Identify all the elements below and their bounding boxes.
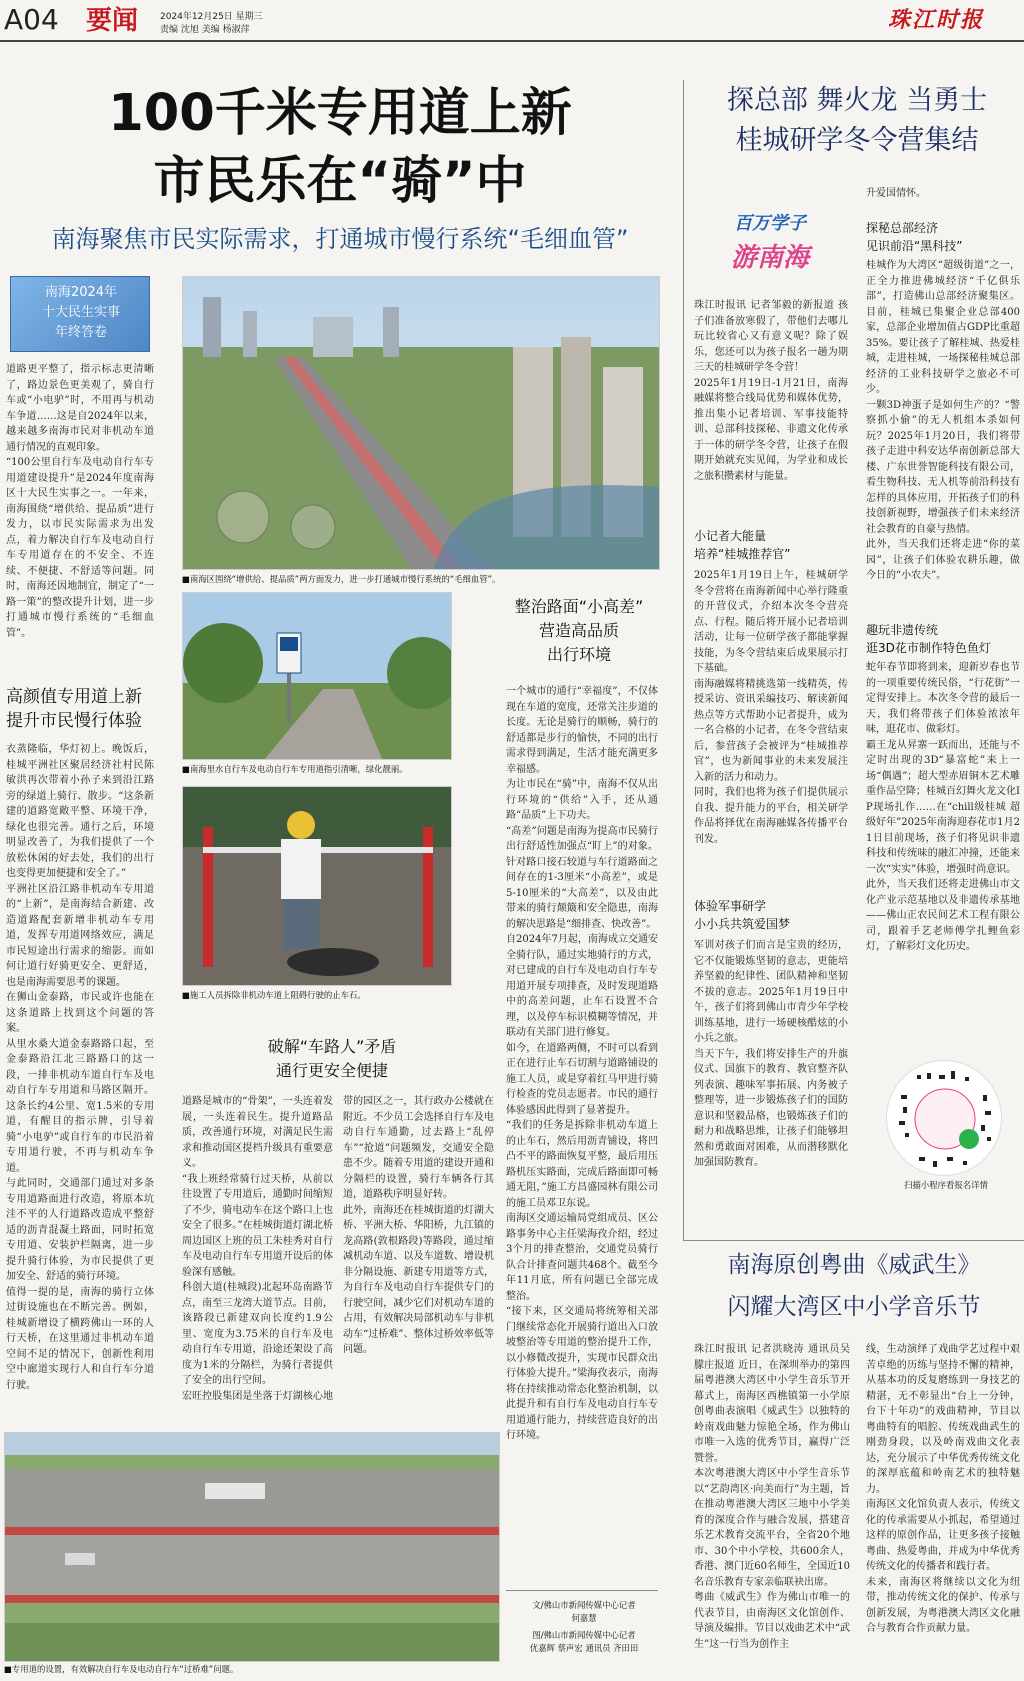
music-title-line1: 南海原创粤曲《威武生》 bbox=[727, 1252, 981, 1278]
tour-nanhai-logo bbox=[700, 208, 840, 290]
col2-h1-line2: 培养“桂城推荐官” bbox=[694, 547, 791, 561]
byline-writer-label: 文/佛山市新闻传媒中心记者 bbox=[532, 1600, 636, 1610]
qr-pattern-icon bbox=[887, 1061, 1003, 1177]
masthead-rule bbox=[0, 40, 1024, 42]
right-title-line2: 桂城研学冬令营集结 bbox=[735, 125, 979, 156]
qr-caption: 扫描小程序看报名详情 bbox=[904, 1180, 988, 1190]
main-title-line2: 市民乐在“骑”中 bbox=[153, 152, 527, 211]
right-title-line1: 探总部 舞火龙 当勇士 bbox=[726, 85, 988, 116]
main-subtitle: 南海聚焦市民实际需求，打通城市慢行系统“毛细血管” bbox=[51, 225, 629, 253]
sec1-title-line1: 高颜值专用道上新 bbox=[6, 687, 142, 707]
bridge-lane-photo bbox=[4, 1432, 500, 1662]
byline-photo-label: 图/佛山市新闻传媒中心记者 bbox=[532, 1630, 636, 1640]
bottom-photo-caption: ■专用道的设置，有效解决自行车及电动自行车“过桥难”问题。 bbox=[4, 1664, 239, 1674]
main-lead-text: 道路更平整了，指示标志更清晰了，路边景色更美观了，骑自行车或“小电驴”时，不用再与机动车争道……这是自2024年以来，越来越多南海市民对非机动车道通行情况的直观印象。 “100公里自行车及电动自行车专用道建设提升”是2024年度南海区十大民生实事之一。一年来，南海围绕“增供给、提品质”进行发力，以市民实际需求为出发点，着力解决自行车及电动自行车专用道存在的不安全、不连续、不便捷、不舒适等问题。同时，南海还因地制宜，制定了“一路一策”的整改提升计划，进一步打通城市慢行系统的“毛细血管”。 bbox=[6, 364, 154, 639]
bridge-illustration bbox=[5, 1433, 500, 1662]
worker-removing-barrier-photo bbox=[182, 786, 452, 986]
photo1-caption: ■南海区围绕“增供给、提品质”两方面发力，进一步打通城市慢行系统的“毛细血管”。 bbox=[182, 574, 501, 584]
sec3-title-line2: 通行更安全便捷 bbox=[275, 1061, 388, 1080]
badge-line1: 南海2024年 bbox=[44, 285, 118, 300]
byline-photographers: 优嘉辉 蔡声宏 通讯员 齐田田 bbox=[529, 1643, 639, 1653]
issue-date: 2024年12月25日 星期三 bbox=[160, 12, 263, 22]
col3-h1-line1: 探秘总部经济 bbox=[866, 221, 939, 235]
badge-line3: 年终答卷 bbox=[54, 325, 107, 340]
bike-lane-sign-photo bbox=[182, 592, 452, 760]
music-title-line2: 闪耀大湾区中小学音乐节 bbox=[727, 1294, 981, 1320]
aerial-road-illustration bbox=[183, 277, 660, 570]
sec3-title-line1: 破解“车路人”矛盾 bbox=[267, 1037, 397, 1056]
col2-body2: 军训对孩子们而言是宝贵的经历，它不仅能锻炼坚韧的意志，更能培养坚毅的纪律性、团队精神和坚韧不拔的意志。2025年1月19日中午，孩子们将到佛山市青少年学校训练基地，进行一场硬核酷炫的小小兵之旅。 当天下午，我们将安排生产的升旗仪式、国旗下的教育、教官整齐队列表演、趣味军事拓展、内务被子整理等，进一步锻炼孩子们的国防意识和坚毅品格，也锻炼孩子们的耐力和战略思维，让孩子们能够坦然和勇敢面对困难，从而潜移默化加强国防教育。 bbox=[694, 940, 848, 1168]
sec1-title-line2: 提升市民慢行体验 bbox=[6, 711, 142, 731]
col2-h2-line2: 小小兵共筑爱国梦 bbox=[694, 917, 791, 931]
column-divider bbox=[683, 80, 684, 1240]
logo-line2: 游南海 bbox=[730, 243, 809, 273]
byline-rule bbox=[506, 1590, 658, 1591]
sec2-body: 一个城市的通行“幸福度”，不仅体现在车道的宽度，还常关注步道的长度。无论是骑行的顺畅，骑行的舒适都是步行的愉快，不同的出行需求得到满足，生活才能充满更多幸福感。 为让市民在“骑”中，南海不仅从出行环境的“供给”入手，还从通路“品质”上下功夫。 “高差”问题是南海为提高市民骑行出行舒适性加强点“盯上”的对象。针对路口接石较道与车行道路面之间存在的1-3厘米“小高差”，或是5-10厘米的“大高差”，以及由此带来的骑行颠簸和安全隐患，南海的解决思路是“细排查、快改善”。 自2024年7月起，南海成立交通安全骑行队，通过实地骑行的方式，对已建成的自行车及电动自行车专用道开展专项排查，及时发现道路中的高差问题，止车石设置不合理，以及停车标识模糊等情况，并联动有关部门进行修复。 如今，在道路两侧，不时可以看到正在进行止车石切割与道路铺设的施工人员，或是穿着红马甲进行骑行检查的党员志愿者。市民的通行体验感因此得到了显著提升。 “我们的任务是拆除非机动车道上的止车石，然后用沥青铺设，将凹凸不平的路面恢复平整，最后用压路机压实路面，完成后路面即可畅通无阻，”施工方昌盛园林有限公司的施工员邓卫东说。 南海区交通运输局党组成员、区公路事务中心主任梁海孜介绍，经过3个月的排查整治，交通党员骑行队合计排查问题共468个。截至今年11月底，所有问题已全部完成整治。 “接下来，区交通局将统筹相关部门继续常态化开展骑行道出入口放坡整治等专用道的整治提升工作，以小修微改提升，实现市民群众出行体验大提升。”梁海孜表示，南海将在持续推动常态化整治机制，以此提升和有自行车及电动自行车专用道通行能力，持续营造良好的出行环境。 bbox=[506, 686, 658, 1441]
main-title-line1: 100千米专用道上新 bbox=[108, 84, 572, 143]
sec3-body: 道路是城市的“骨架”，一头连着发展，一头连着民生。提升道路品质，改善通行环境，对满足民生需求和推动国区提档升级具有重要意义。 “我上班经常骑行过天桥，从前以往设置了专用道后，通勤时间缩短了不少，骑电动车在这个路口上也安全了很多。”在桂城街道灯湖北桥周边国区上班的员工朱桂秀对自行车及电动自行车专用道开设后的体验深有感触。 科创大道(桂城段)北起环岛南路节点，南至三龙湾大道节点。目前，该路段已新建双向长度约1.9公里、宽度为3.75米的自行车及电动自行车专用道，沿途还架设了高度为1米的分隔栏，为骑行者提供了安全的出行空间。 宏旺控股集团是坐落于灯湖核心地带的园区之一，其行政办公楼就在附近。不少员工会选择自行车及电动自行车通勤，过去路上“乱停车”“抢道”问题频发，交通安全隐患不少。随着专用道的建设开通和分隔栏的设置，骑行车辆各行其道，道路秩序明显好转。 此外，南海还在桂城街道的灯湖大桥、平洲大桥、华阳桥，九江镇的龙高路(敦根路段)等路段，通过缩减机动车道、以及车道数、增设机非分隔设施、新建专用道等方式，为自行车及电动自行车提供专门的行驶空间，减少它们对机动车道的占用，有效解决局部机动车与非机动车“过桥难”、整体过桥效率低等问题。 bbox=[182, 1096, 494, 1402]
sec2-title-line3: 出行环境 bbox=[546, 645, 611, 664]
sec1-body: 衣蒸隆临，华灯初上。晚饭后，桂城平洲社区聚居经济社村民陈敏洪再次带着小孙子来到沿江路旁的绿道上骑行、散步。“这条新建的道路宽敞平整、环境干净，绿化也很完善。通行之后，环境明显改善了，为我们提供了一个放松休闲的好去处，我们的出行也变得更加便捷和安全了。” 平洲社区沿江路非机动车专用道的“上新”，是南海结合新建、改造道路配套新增非机动车专用道，发挥专用道网络效应，满足市民短途出行需求的缩影。而如何让道行好骑更安全、更舒适，也是南海需要思考的课题。 在狮山金泰路，市民或许也能在这条道路上找到这个问题的答案。 从里水桑大道金泰路路口起，至金泰路沿江北三路路口的这一段，一排非机动车道自行车及电动自行车专用道和马路区隔开。这条长约4公里、宽1.5米的专用道，有醒目的指示牌，引导着骑“小电驴”或自行车的市民沿着专用道行驶，不再与机动车争道。 与此同时，交通部门通过对多条专用道路面进行改造，将原本坑洼不平的人行道路改造成平整舒适的沥青混凝土路面，同时拓宽专用道、安装护栏隔离，进一步提升骑行体验，为市民提供了更加安全、舒适的骑行环境。 值得一提的是，南海的骑行立体过街设施也在不断完善。例如，桂城新增设了横跨佛山一环的人行天桥，在这里通过非机动车道空间不足的情况下，创新性利用空中廊道实现行人和自行车分道行驶。 bbox=[6, 744, 154, 1391]
music-col2: 线，生动演绎了戏曲学艺过程中艰苦卓绝的历练与坚持不懈的精神，从基本功的反复磨练到一身技艺的精湛，无不彰显出“台上一分钟，台下十年功”的戏曲精神，节目以粤曲特有的唱腔、传统戏曲武生的刚劲身段，以及岭南戏曲文化表达，充分展示了中华优秀传统文化的深厚底蕴和岭南艺术的独特魅力。 南海区文化馆负责人表示，传统文化的传承需要从小抓起，希望通过这样的原创作品，让更多孩子接触粤曲、热爱粤曲，并成为中华优秀传统文化的传播者和践行者。 未来，南海区将继续以文化为纽带，推动传统文化的保护、传承与创新发展，为粤港澳大湾区文化融合与教育合作贡献力量。 bbox=[866, 1344, 1020, 1634]
aerial-road-photo bbox=[182, 276, 660, 570]
sec3-columns bbox=[182, 1094, 494, 1414]
photo2-caption: ■南海里水自行车及电动自行车专用道指引清晰，绿化靓丽。 bbox=[182, 764, 408, 774]
bike-lane-sign-illustration bbox=[183, 593, 452, 760]
livelihood-badge bbox=[10, 276, 150, 352]
col3-body1: 桂城作为大湾区“超级街道”之一，正全力推进佛城经济“千亿俱乐部”，打造佛山总部经济聚集区。目前，桂城已集聚企业总部400家，总部企业增加值占GDP比重超35%。要让孩子了解桂城、热爱桂城，走进桂城，一场探秘桂城总部经济的工业科技研学之旅必不可少。 一颗3D神蛋子是如何生产的？“警察抓小偷”的无人机组本杀如何玩？2025年1月20日，我们将带孩子走进中科安达华南创新总部大楼、广东世誉智能科技有限公司，看生物科技、无人机等前沿科技有怎样的具体应用，开拓孩子们的科技创新视野，增强孩子们未来经济社会教育的自豪与热情。 此外，当天我们还将走进“你的菜园”，让孩子们体验农耕乐趣，做今日的“小农夫”。 bbox=[866, 260, 1020, 581]
right-lead: 珠江时报讯 记者邹毅的新报道 孩子们准备放寒假了，带他们去哪儿玩比较省心又有意义呢？除了娱乐，您还可以为孩子报名一趟为期三天的桂城研学冬令营！ 2025年1月19日-1月21日，南海融媒将整合线局优势和媒体优势，推出集小记者培训、军事技能特训、总部科技探秘、非遗文化传承于一体的研学冬令营，让孩子在假期开始就充实见闻，为学业和成长之旅积攒素材与能量。 bbox=[694, 300, 848, 482]
logo-line1: 百万学子 bbox=[734, 213, 806, 234]
col3-h2-line1: 趣玩非遗传统 bbox=[866, 623, 939, 637]
section-name: 要闻 bbox=[86, 6, 139, 36]
music-top-rule bbox=[683, 1240, 1024, 1241]
sec2-title-line1: 整治路面“小高差” bbox=[514, 597, 644, 616]
byline-writer: 何嘉慧 bbox=[571, 1613, 597, 1623]
mini-program-qr-code[interactable] bbox=[886, 1060, 1002, 1176]
col2-h2-line1: 体验军事研学 bbox=[694, 899, 767, 913]
worker-illustration bbox=[183, 787, 452, 986]
col3-h2-line2: 逛3D花市制作特色鱼灯 bbox=[866, 641, 991, 655]
col3-h1-line2: 见识前沿“黑科技” bbox=[866, 239, 963, 253]
editors-line: 责编 沈旭 美编 杨淑萍 bbox=[160, 25, 250, 35]
sec2-title-line2: 营造高品质 bbox=[538, 621, 619, 640]
col2-h1-line1: 小记者大能量 bbox=[694, 529, 767, 543]
col3-pre: 升爱国情怀。 bbox=[866, 188, 926, 199]
photo3-caption: ■施工人员拆除非机动车道上阻碍行驶的止车石。 bbox=[182, 990, 366, 1000]
badge-line2: 十大民生实事 bbox=[41, 305, 120, 320]
music-col1: 珠江时报讯 记者洪晓涛 通讯员吴朦庄报道 近日，在深圳举办的第四届粤港澳大湾区中小学生音乐节开幕式上，南海区西樵镇第一小学原创粤曲表演唱《威武生》以独特的岭南戏曲魅力惊艳全场，作为佛山市唯一入选的优秀节目，赢得广泛赞誉。 本次粤港澳大湾区中小学生音乐节以“艺韵湾区·向美而行”为主题，旨在推动粤港澳大湾区三地中小学美育的深度合作与融合发展，搭建音乐艺术教育交流平台，全省20个地市、30个中小学校，共600余人，香港、澳门近60名师生，全国近10名音乐教育专家亲临联袂出席。 粤曲《威武生》作为佛山市唯一的代表节目，由南海区文化馆创作、导演及编排。节目以戏曲艺术中“武生”这一行当为创作主 bbox=[694, 1344, 850, 1650]
section-number: A04 bbox=[4, 3, 59, 36]
col2-body1: 2025年1月19日上午，桂城研学冬令营将在南海新闻中心举行隆重的开营仪式，介绍本次冬令营亮点、行程。随后将开展小记者培训活动，让每一位研学孩子都能掌握技能，为冬令营结束后成果展示打下基础。 南海融媒将精挑选第一线精英，传授采访、资讯采编技巧、解读新闻热点等方式帮助小记者提升，成为一名合格的小记者，在冬令营结束后，参营孩子会被评为“桂城推荐官”，也为新闻事业的未来发展注入新的活力和动力。 同时，我们也将为孩子们提供展示自我、提升能力的平台，相关研学作品将择优在南海融媒各传播平台刊发。 bbox=[694, 570, 848, 845]
col3-body2: 蛇年春节即将到来，迎新岁春也节的一项重要传统民俗，“行花街”一定得安排上。本次冬令营的最后一天，我们将带孩子们体验浓浓年味，逛花市、做彩灯。 霸王龙从昇寨一跃而出，还能与不定时出现的3D“暴富蛇”来上一场“偶遇”；超大型赤眉铜木艺术雕重作品空降；桂城百幻舞火龙文化IP现场扎作……在“chill级桂城 超级好年”2025年南海迎春花市1月21日目前现场，孩子们将见识非遗科技和传统味的融汇冲撞，还能来一次“实实”体验，增强时尚意识。 此外，当天我们还将走进佛山市文化产业示范基地以及非遗传承基地——佛山正农民间艺术工程有限公司，跟着手艺老师傅学扎鲤鱼彩灯，了解彩灯文化历史。 bbox=[866, 662, 1020, 952]
paper-logo: 珠江时报 bbox=[888, 7, 985, 33]
